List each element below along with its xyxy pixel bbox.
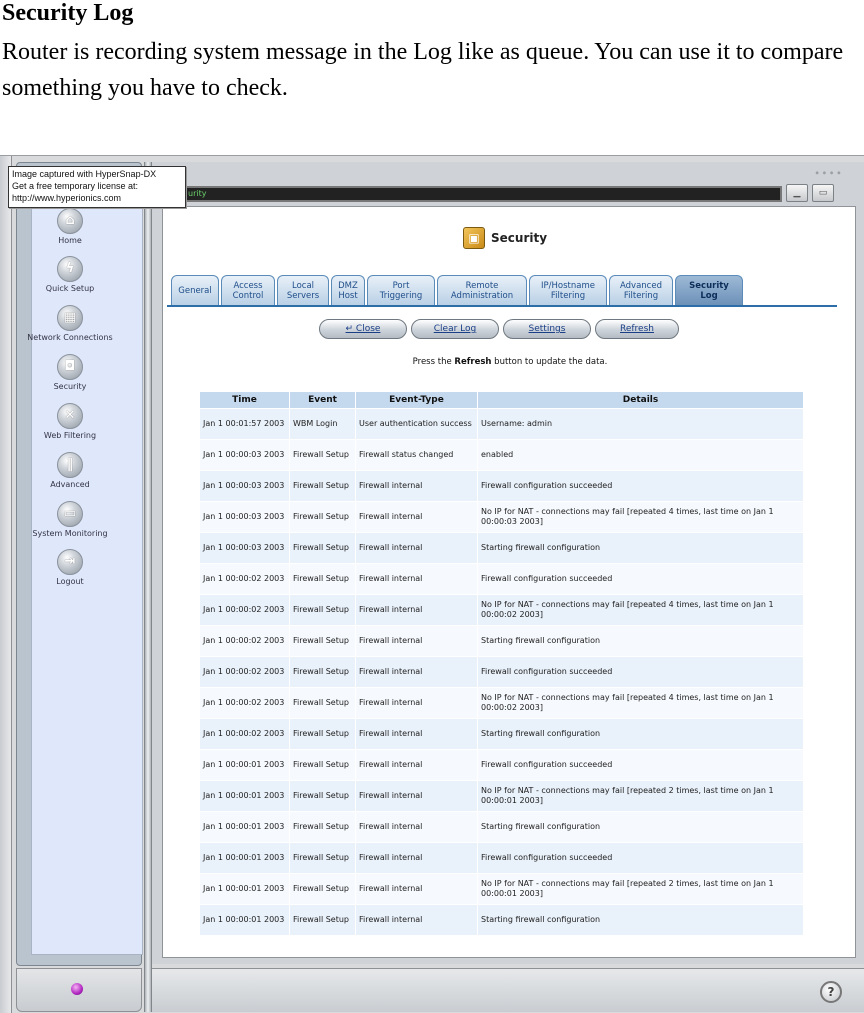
cell-time: Jan 1 00:00:02 2003 — [200, 564, 290, 595]
cell-event-type: Firewall internal — [356, 533, 478, 564]
tab-label-line: Filtering — [550, 290, 586, 301]
table-row — [200, 440, 804, 471]
browser-icon[interactable] — [71, 983, 83, 995]
tab-label — [338, 281, 358, 301]
tab-label-line: Administration — [450, 290, 514, 301]
tab-label-line: Local — [291, 280, 315, 291]
cell-event-type: Firewall internal — [356, 626, 478, 657]
tab-advanced-filtering[interactable] — [609, 275, 673, 305]
tab-label — [620, 281, 662, 301]
watermark-line: http://www.hyperionics.com — [12, 193, 122, 203]
cell-details: Firewall configuration succeeded — [478, 471, 804, 502]
cell-time: Jan 1 00:00:01 2003 — [200, 874, 290, 905]
table-row — [200, 781, 804, 812]
tab-label — [689, 281, 729, 301]
tab-bar — [167, 275, 837, 307]
cell-event: Firewall Setup — [290, 719, 356, 750]
sidebar-item-label: Quick Setup — [45, 284, 95, 293]
cell-time: Jan 1 00:00:02 2003 — [200, 595, 290, 626]
cell-time: Jan 1 00:00:03 2003 — [200, 533, 290, 564]
cell-event-type: Firewall internal — [356, 688, 478, 719]
cell-event: Firewall Setup — [290, 750, 356, 781]
cell-time: Jan 1 00:00:02 2003 — [200, 657, 290, 688]
column-header-event: Event — [290, 392, 356, 409]
lightning-icon: ϟ — [57, 256, 83, 282]
tab-label-line: Servers — [286, 290, 320, 301]
cell-event: Firewall Setup — [290, 595, 356, 626]
cell-event-type: Firewall status changed — [356, 440, 478, 471]
sidebar-item-security[interactable] — [14, 354, 126, 391]
table-header-row — [200, 392, 804, 409]
refresh-button[interactable]: Refresh — [595, 319, 679, 339]
cell-event: Firewall Setup — [290, 626, 356, 657]
document-paragraph: Router is recording system message in the Log like as queue. You can use it to compare something you have to check. — [2, 39, 844, 101]
tab-label — [451, 281, 513, 301]
cell-event: Firewall Setup — [290, 471, 356, 502]
hint-pre: Press the — [412, 357, 455, 367]
watermark-line: Get a free temporary license at: — [12, 181, 139, 191]
tab-remote-administration[interactable] — [437, 275, 527, 305]
main-pane — [152, 162, 864, 964]
cell-event-type: Firewall internal — [356, 595, 478, 626]
tab-label-line: Log — [700, 290, 718, 301]
refresh-hint — [163, 357, 857, 367]
table-row — [200, 533, 804, 564]
column-header-details: Details — [478, 392, 804, 409]
cell-time: Jan 1 00:00:01 2003 — [200, 843, 290, 874]
tab-ip-hostname-filtering[interactable] — [529, 275, 607, 305]
column-header-event-type: Event-Type — [356, 392, 478, 409]
tab-local-servers[interactable] — [277, 275, 329, 305]
cell-event-type: Firewall internal — [356, 812, 478, 843]
cell-event: Firewall Setup — [290, 657, 356, 688]
minimize-button[interactable]: ▁ — [786, 184, 808, 202]
table-body — [200, 409, 804, 936]
cell-event: Firewall Setup — [290, 905, 356, 936]
cell-details: Firewall configuration succeeded — [478, 750, 804, 781]
tab-port-triggering[interactable] — [367, 275, 435, 305]
table-row — [200, 471, 804, 502]
cell-event: Firewall Setup — [290, 812, 356, 843]
cell-event-type: Firewall internal — [356, 657, 478, 688]
cell-time: Jan 1 00:00:03 2003 — [200, 440, 290, 471]
status-bar — [152, 968, 864, 1012]
table-row — [200, 688, 804, 719]
sidebar-item-label: Network Connections — [27, 333, 113, 342]
table-row — [200, 502, 804, 533]
cell-time: Jan 1 00:00:03 2003 — [200, 471, 290, 502]
cell-event: Firewall Setup — [290, 440, 356, 471]
cell-details: Firewall configuration succeeded — [478, 564, 804, 595]
network-icon: ▦ — [57, 305, 83, 331]
tab-label-line: Security — [689, 280, 729, 291]
sidebar-item-quick-setup[interactable] — [14, 256, 126, 293]
cell-event-type: Firewall internal — [356, 719, 478, 750]
tab-label-line: DMZ — [338, 280, 358, 291]
cell-details: Starting firewall configuration — [478, 533, 804, 564]
router-window — [0, 155, 864, 1013]
cell-event: Firewall Setup — [290, 564, 356, 595]
filter-icon: ✕ — [57, 403, 83, 429]
tab-label-line: Remote — [465, 280, 499, 291]
table-row — [200, 874, 804, 905]
cell-event-type: Firewall internal — [356, 843, 478, 874]
cell-details: No IP for NAT - connections may fail [repeated 4 times, last time on Jan 1 00:00:03 2003] — [478, 502, 804, 533]
cell-details: Firewall configuration succeeded — [478, 843, 804, 874]
table-row — [200, 409, 804, 440]
tab-security-log[interactable] — [675, 275, 743, 305]
cell-time: Jan 1 00:00:01 2003 — [200, 750, 290, 781]
close-button[interactable]: ↵ Close — [319, 319, 407, 339]
cell-details: No IP for NAT - connections may fail [repeated 4 times, last time on Jan 1 00:00:02 2003] — [478, 688, 804, 719]
cell-details: Starting firewall configuration — [478, 812, 804, 843]
cell-details: No IP for NAT - connections may fail [repeated 4 times, last time on Jan 1 00:00:02 2003] — [478, 595, 804, 626]
cell-time: Jan 1 00:00:01 2003 — [200, 905, 290, 936]
cell-event-type: Firewall internal — [356, 750, 478, 781]
cell-event: WBM Login — [290, 409, 356, 440]
hint-post: button to update the data. — [491, 357, 608, 367]
cell-event: Firewall Setup — [290, 688, 356, 719]
cell-time: Jan 1 00:00:03 2003 — [200, 502, 290, 533]
cell-event-type: Firewall internal — [356, 564, 478, 595]
pane-splitter[interactable] — [144, 162, 152, 1012]
column-header-time: Time — [200, 392, 290, 409]
cell-event: Firewall Setup — [290, 843, 356, 874]
table-row — [200, 719, 804, 750]
cell-event-type: Firewall internal — [356, 781, 478, 812]
sidebar-item-label: Home — [58, 236, 82, 245]
tab-label — [287, 281, 319, 301]
table-row — [200, 750, 804, 781]
tab-label-line: Port — [392, 280, 410, 291]
cell-time: Jan 1 00:00:02 2003 — [200, 688, 290, 719]
table-row — [200, 657, 804, 688]
table-row — [200, 626, 804, 657]
cell-details: No IP for NAT - connections may fail [repeated 2 times, last time on Jan 1 00:00:01 2003] — [478, 874, 804, 905]
tab-label-line: IP/Hostname — [541, 280, 595, 291]
content-area — [162, 206, 856, 958]
tab-label-line: Filtering — [623, 290, 659, 301]
hypersnap-watermark — [8, 166, 186, 208]
cell-time: Jan 1 00:00:01 2003 — [200, 781, 290, 812]
cell-details: Starting firewall configuration — [478, 719, 804, 750]
table-row — [200, 595, 804, 626]
title-bar — [156, 186, 782, 202]
cell-event: Firewall Setup — [290, 874, 356, 905]
sidebar-item-web-filtering[interactable] — [14, 403, 126, 440]
advanced-icon: ‖ — [57, 452, 83, 478]
cell-details: Username: admin — [478, 409, 804, 440]
cell-details: Firewall configuration succeeded — [478, 657, 804, 688]
tab-access-control[interactable] — [221, 275, 275, 305]
tab-general[interactable] — [171, 275, 219, 305]
hint-bold: Refresh — [454, 357, 492, 367]
sidebar-item-network-connections[interactable] — [14, 305, 126, 342]
tab-label — [178, 286, 212, 296]
cell-event-type: Firewall internal — [356, 874, 478, 905]
settings-button[interactable]: Settings — [503, 319, 591, 339]
table-row — [200, 843, 804, 874]
tab-underline — [167, 305, 837, 307]
sidebar-item-home[interactable] — [14, 208, 126, 245]
cell-event: Firewall Setup — [290, 533, 356, 564]
sidebar-item-advanced[interactable] — [14, 452, 126, 489]
sidebar-footer — [16, 968, 142, 1012]
maximize-button[interactable]: ▭ — [812, 184, 834, 202]
cell-event-type: User authentication success — [356, 409, 478, 440]
security-icon: ▣ — [463, 227, 485, 249]
table-row — [200, 905, 804, 936]
sidebar-item-logout[interactable] — [14, 549, 126, 586]
tab-label-line: Advanced — [620, 280, 662, 291]
cell-time: Jan 1 00:00:01 2003 — [200, 812, 290, 843]
watermark-line: Image captured with HyperSnap-DX — [12, 169, 157, 179]
tab-label-line: General — [178, 285, 212, 296]
security-log-table — [199, 391, 804, 936]
cell-details: Starting firewall configuration — [478, 626, 804, 657]
monitor-icon: ▭ — [57, 501, 83, 527]
sidebar-item-label: Security — [53, 382, 87, 391]
cell-time: Jan 1 00:01:57 2003 — [200, 409, 290, 440]
tab-label-line: Access — [233, 280, 263, 291]
sidebar-item-label: Web Filtering — [43, 431, 97, 440]
document-title: Security Log — [2, 0, 134, 26]
cell-time: Jan 1 00:00:02 2003 — [200, 626, 290, 657]
cell-event: Firewall Setup — [290, 781, 356, 812]
tab-label-line: Control — [232, 290, 264, 301]
tab-label — [380, 281, 422, 301]
logout-icon: ⇥ — [57, 549, 83, 575]
table-row — [200, 812, 804, 843]
page-title: Security — [491, 231, 548, 245]
cell-event-type: Firewall internal — [356, 502, 478, 533]
grip-dots: ∙∙∙∙ — [814, 168, 844, 179]
sidebar-item-label: Advanced — [50, 480, 90, 489]
cell-event: Firewall Setup — [290, 502, 356, 533]
table-row — [200, 564, 804, 595]
sidebar-item-label: Logout — [56, 577, 84, 586]
cell-time: Jan 1 00:00:02 2003 — [200, 719, 290, 750]
title-bar-text: urity — [188, 189, 207, 198]
cell-details: enabled — [478, 440, 804, 471]
tab-label-line: Triggering — [379, 290, 423, 301]
lock-icon: ◘ — [57, 354, 83, 380]
tab-dmz-host[interactable] — [331, 275, 365, 305]
help-button[interactable]: ? — [820, 981, 842, 1003]
sidebar-item-label: System Monitoring — [32, 529, 108, 538]
clear-log-button[interactable]: Clear Log — [411, 319, 499, 339]
home-icon: ⌂ — [57, 208, 83, 234]
cell-event-type: Firewall internal — [356, 905, 478, 936]
tab-label — [233, 281, 264, 301]
window-left-edge — [0, 156, 12, 1013]
tab-label — [541, 281, 595, 301]
cell-details: No IP for NAT - connections may fail [repeated 2 times, last time on Jan 1 00:00:01 2003] — [478, 781, 804, 812]
cell-event-type: Firewall internal — [356, 471, 478, 502]
cell-details: Starting firewall configuration — [478, 905, 804, 936]
sidebar-item-system-monitoring[interactable] — [14, 501, 126, 538]
tab-label-line: Host — [338, 290, 358, 301]
